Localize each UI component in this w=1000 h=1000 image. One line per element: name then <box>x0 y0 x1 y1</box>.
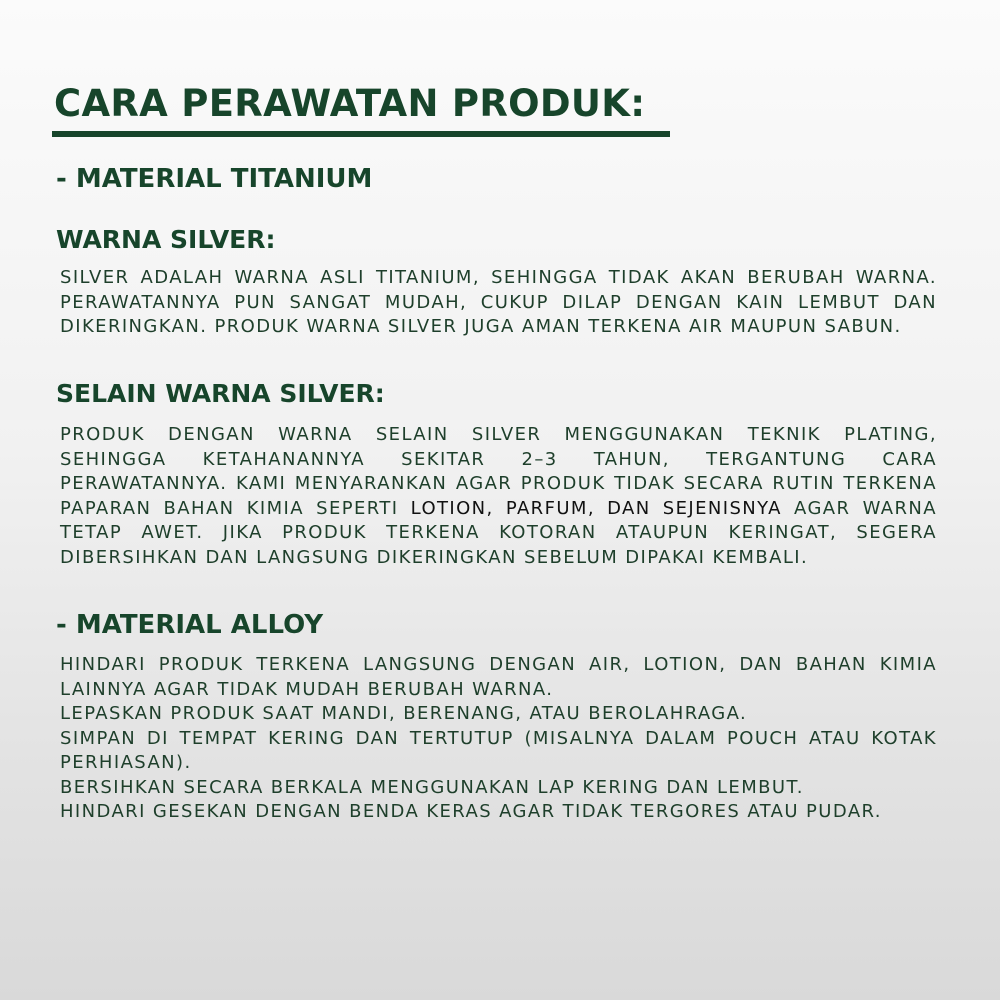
silver-color-heading: WARNA SILVER: <box>56 225 276 254</box>
silver-color-text: SILVER ADALAH WARNA ASLI TITANIUM, SEHINGGA TIDAK AKAN BERUBAH WARNA. PERAWATANNYA PUN SANGAT MUDAH, CUKUP DILAP DENGAN KAIN LEMBUT DAN DIKERINGKAN. PRODUK WARNA SILVER JUGA AMAN TERKENA AIR MAUPUN SABUN. <box>60 267 937 337</box>
other-colors-text-part: AGAR WARNA TETAP AWET. JIKA PRODUK TERKENA KOTORAN ATAUPUN KERINGAT, SEGERA DIBERSIHKAN DAN LANGSUNG DIKERINGKAN SEBELUM DIPAKAI KEMBALI. <box>60 497 937 568</box>
alloy-care-item: HINDARI GESEKAN DENGAN BENDA KERAS AGAR TIDAK TERGORES ATAU PUDAR. <box>60 801 882 822</box>
other-colors-heading: SELAIN WARNA SILVER: <box>56 379 385 408</box>
titanium-section-heading: - MATERIAL TITANIUM <box>56 164 373 194</box>
chemicals-highlight: LOTION, PARFUM, DAN SEJENISNYA <box>410 497 782 519</box>
page-title: CARA PERAWATAN PRODUK: <box>54 82 646 125</box>
other-colors-text-part: PRODUK DENGAN WARNA SELAIN SILVER MENGGUNAKAN TEKNIK PLATING, SEHINGGA KETAHANANNYA SEKITAR 2–3 TAHUN, TERGANTUNG CARA PERAWATANNYA. KAMI MENYARANKAN AGAR PRODUK TIDAK SECARA RUTIN TERKENA PAPARAN BAHAN KIMIA SEPERTI <box>60 424 937 519</box>
alloy-section-heading: - MATERIAL ALLOY <box>56 610 324 640</box>
alloy-care-item: BERSIHKAN SECARA BERKALA MENGGUNAKAN LAP KERING DAN LEMBUT. <box>60 776 804 798</box>
alloy-care-item: LEPASKAN PRODUK SAAT MANDI, BERENANG, ATAU BEROLAHRAGA. <box>60 703 748 724</box>
alloy-care-item: SIMPAN DI TEMPAT KERING DAN TERTUTUP (MISALNYA DALAM POUCH ATAU KOTAK PERHIASAN). <box>60 727 937 773</box>
alloy-care-item: HINDARI PRODUK TERKENA LANGSUNG DENGAN AIR, LOTION, DAN BAHAN KIMIA LAINNYA AGAR TIDAK MUDAH BERUBAH WARNA. <box>60 654 937 700</box>
other-colors-text <box>60 423 937 570</box>
title-underline <box>52 131 670 137</box>
alloy-care-list <box>60 653 937 825</box>
